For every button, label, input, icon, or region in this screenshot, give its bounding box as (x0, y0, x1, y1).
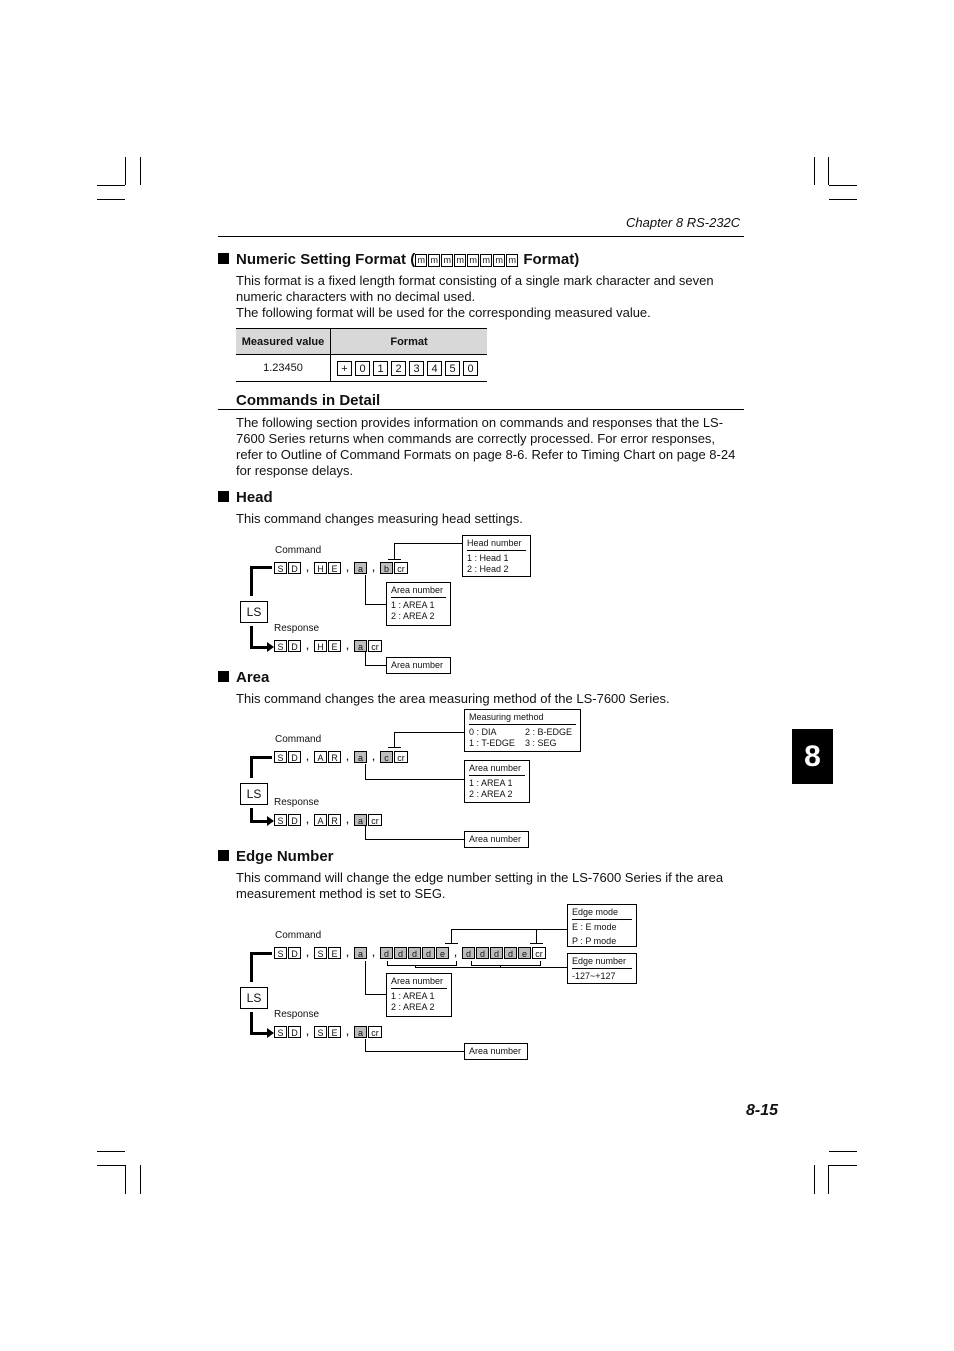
section-rule (218, 409, 744, 410)
command-char-cell: R (328, 814, 341, 826)
crop-mark (814, 157, 815, 185)
command-label: Command (275, 545, 322, 556)
leader-line (471, 965, 541, 966)
command-char-cell: 4 (427, 361, 442, 376)
area-number-box: Area number 1 : AREA 1 2 : AREA 2 (386, 973, 452, 1017)
command-char-cell: d (490, 947, 503, 959)
command-char-cell: , (372, 948, 375, 958)
command-char-cell: m (480, 254, 492, 267)
command-char-cell: a (354, 1026, 367, 1038)
area-command-row (274, 751, 409, 763)
chapter-header: Chapter 8 RS-232C (626, 215, 741, 230)
command-char-cell: S (274, 1026, 287, 1038)
command-char-cell: S (274, 947, 287, 959)
command-char-cell: cr (368, 814, 382, 826)
head-command-row (274, 562, 409, 574)
command-char-cell: E (328, 947, 341, 959)
crop-mark (97, 185, 125, 186)
command-char-cell: , (306, 641, 309, 651)
leader-line (365, 994, 386, 995)
square-bullet-icon (218, 850, 229, 861)
edge-response-row (274, 1026, 383, 1038)
leader-line (451, 929, 567, 930)
chapter-tab: 8 (792, 729, 833, 784)
command-char-cell: a (354, 562, 367, 574)
area-number-box: Area number 1 : AREA 1 2 : AREA 2 (386, 582, 451, 626)
leader-line (365, 1051, 464, 1052)
crop-mark (829, 1151, 857, 1152)
command-char-cell: S (274, 562, 287, 574)
command-char-cell: a (354, 814, 367, 826)
command-char-cell: 2 (391, 361, 406, 376)
format-cells (415, 251, 519, 268)
crop-mark (828, 157, 829, 185)
ls-device-icon: LS (240, 601, 268, 623)
command-char-cell: cr (368, 640, 382, 652)
area-heading: Area (218, 669, 269, 686)
command-char-cell: , (346, 641, 349, 651)
edge-heading: Edge Number (218, 848, 334, 865)
command-char-cell: D (288, 751, 301, 763)
numeric-format-paragraph: This format is a fixed length format consisting of a single mark character and seven numeric characters with no decimal used. The following format will be used for the corresponding measured value. (236, 273, 714, 320)
table-cell-format (331, 355, 488, 382)
area-number-box-resp: Area number (386, 657, 451, 674)
format-table (236, 328, 487, 382)
leader-line (394, 732, 464, 733)
edge-command-row (274, 947, 547, 959)
response-label: Response (274, 623, 320, 634)
command-char-cell: d (408, 947, 421, 959)
leader-line (365, 826, 366, 840)
command-char-cell: , (372, 752, 375, 762)
command-char-cell: c (380, 751, 393, 763)
arrow-line (250, 566, 272, 569)
crop-mark (97, 1151, 125, 1152)
command-char-cell: d (504, 947, 517, 959)
command-char-cell: a (354, 640, 367, 652)
commands-intro: The following section provides information on commands and responses that the LS-7600 Series returns when commands are correctly processed. For error responses, refer to Outline of Command Formats on page 8-6. Refer to Timing Chart on page 8-24 for response delays. (236, 415, 736, 478)
head-desc: This command changes measuring head settings. (236, 511, 523, 526)
head-number-box: Head number 1 : Head 1 2 : Head 2 (462, 535, 531, 577)
leader-line (365, 764, 366, 780)
command-char-cell: , (346, 563, 349, 573)
command-char-cell: D (288, 814, 301, 826)
command-char-cell: a (354, 751, 367, 763)
command-char-cell: cr (532, 947, 546, 959)
crop-mark (828, 1165, 829, 1194)
arrow-head-icon (267, 642, 274, 652)
command-char-cell: m (428, 254, 440, 267)
numeric-format-heading: Numeric Setting Format ( m m m m m m m m Format) (218, 251, 579, 268)
arrow-line (250, 1032, 268, 1035)
leader-line (445, 943, 458, 944)
arrow-head-icon (267, 1028, 274, 1038)
leader-line (451, 929, 452, 944)
table-header-format: Format (331, 329, 488, 355)
command-label: Command (275, 734, 322, 745)
command-char-cell: m (454, 254, 466, 267)
square-bullet-icon (218, 491, 229, 502)
command-char-cell: 0 (463, 361, 478, 376)
leader-line (388, 559, 401, 560)
command-char-cell: S (274, 640, 287, 652)
area-number-box: Area number 1 : AREA 1 2 : AREA 2 (464, 760, 530, 803)
command-char-cell: E (328, 562, 341, 574)
arrow-line (250, 952, 253, 982)
leader-line (365, 839, 464, 840)
command-char-cell: D (288, 640, 301, 652)
leader-line (365, 604, 386, 605)
leader-line (394, 543, 462, 544)
command-char-cell: b (380, 562, 393, 574)
edge-mode-box: Edge mode E : E mode P : P mode (567, 904, 637, 947)
head-response-row (274, 640, 383, 652)
command-char-cell: 0 (355, 361, 370, 376)
command-char-cell: D (288, 1026, 301, 1038)
command-char-cell: , (306, 752, 309, 762)
command-char-cell: e (518, 947, 531, 959)
response-label: Response (274, 797, 320, 808)
area-number-box-resp: Area number (464, 1043, 528, 1060)
leader-line (365, 961, 366, 995)
edge-desc: This command will change the edge number setting in the LS-7600 Series if the area measurement method is set to SEG. (236, 870, 724, 901)
command-char-cell: S (314, 1026, 327, 1038)
command-char-cell: 3 (409, 361, 424, 376)
command-char-cell: , (372, 563, 375, 573)
table-cell-value: 1.23450 (236, 355, 331, 382)
commands-heading: Commands in Detail (236, 392, 381, 409)
command-char-cell: R (328, 751, 341, 763)
command-char-cell: , (346, 752, 349, 762)
leader-line (394, 732, 395, 748)
crop-mark (829, 1165, 857, 1166)
command-char-cell: , (346, 948, 349, 958)
ls-device-icon: LS (240, 987, 268, 1009)
leader-line (456, 961, 457, 966)
command-char-cell: A (314, 814, 327, 826)
arrow-line (250, 756, 253, 778)
square-bullet-icon (218, 671, 229, 682)
command-char-cell: , (306, 815, 309, 825)
command-char-cell: H (314, 640, 327, 652)
response-label: Response (274, 1009, 320, 1020)
area-number-box-resp: Area number (464, 831, 529, 848)
command-char-cell: E (328, 1026, 341, 1038)
arrow-line (250, 646, 268, 649)
command-char-cell: m (467, 254, 479, 267)
command-label: Command (275, 930, 322, 941)
leader-line (388, 747, 401, 748)
table-header-measured: Measured value (236, 329, 331, 355)
command-char-cell: 5 (445, 361, 460, 376)
command-char-cell: d (422, 947, 435, 959)
leader-line (530, 943, 543, 944)
command-char-cell: A (314, 751, 327, 763)
leader-line (365, 779, 464, 780)
leader-line (365, 575, 366, 605)
crop-mark (829, 185, 857, 186)
command-char-cell: E (328, 640, 341, 652)
arrow-line (250, 756, 272, 759)
ls-device-icon: LS (240, 783, 268, 805)
crop-mark (97, 199, 125, 200)
crop-mark (814, 1165, 815, 1194)
command-char-cell: + (337, 361, 352, 376)
command-char-cell: d (476, 947, 489, 959)
command-char-cell: D (288, 947, 301, 959)
leader-line (540, 961, 541, 966)
crop-mark (829, 199, 857, 200)
crop-mark (97, 1165, 125, 1166)
leader-line (394, 543, 395, 560)
command-char-cell: a (354, 947, 367, 959)
command-char-cell: , (346, 1027, 349, 1037)
arrow-line (250, 566, 253, 596)
leader-line (365, 652, 366, 666)
command-char-cell: cr (368, 1026, 382, 1038)
leader-line (365, 665, 386, 666)
command-char-cell: m (415, 254, 427, 267)
command-char-cell: , (306, 563, 309, 573)
area-desc: This command changes the area measuring method of the LS-7600 Series. (236, 691, 670, 706)
leader-line (387, 965, 457, 966)
command-char-cell: e (436, 947, 449, 959)
square-bullet-icon (218, 253, 229, 264)
leader-line (536, 929, 537, 944)
area-response-row (274, 814, 383, 826)
command-char-cell: d (380, 947, 393, 959)
crop-mark (140, 1165, 141, 1194)
command-char-cell: S (274, 814, 287, 826)
command-char-cell: 1 (373, 361, 388, 376)
arrow-head-icon (267, 816, 274, 826)
arrow-line (250, 952, 272, 955)
head-heading: Head (218, 489, 273, 506)
command-char-cell: m (493, 254, 505, 267)
command-char-cell: S (314, 947, 327, 959)
command-char-cell: cr (394, 751, 408, 763)
command-char-cell: m (506, 254, 518, 267)
command-char-cell: d (462, 947, 475, 959)
leader-line (415, 967, 567, 968)
command-char-cell: H (314, 562, 327, 574)
command-char-cell: , (346, 815, 349, 825)
arrow-line (250, 820, 268, 823)
edge-number-box: Edge number -127~+127 (567, 953, 637, 984)
command-char-cell: d (394, 947, 407, 959)
command-char-cell: cr (394, 562, 408, 574)
crop-mark (125, 1165, 126, 1194)
crop-mark (140, 157, 141, 185)
command-char-cell: m (441, 254, 453, 267)
command-char-cell: , (454, 948, 457, 958)
command-char-cell: S (274, 751, 287, 763)
header-rule (218, 236, 744, 237)
crop-mark (125, 157, 126, 185)
page-number: 8-15 (746, 1102, 779, 1119)
measuring-method-box: Measuring method 0 : DIA 2 : B-EDGE 1 : T-EDGE 3 : SEG (464, 709, 581, 752)
command-char-cell: , (306, 948, 309, 958)
command-char-cell: D (288, 562, 301, 574)
command-char-cell: , (306, 1027, 309, 1037)
